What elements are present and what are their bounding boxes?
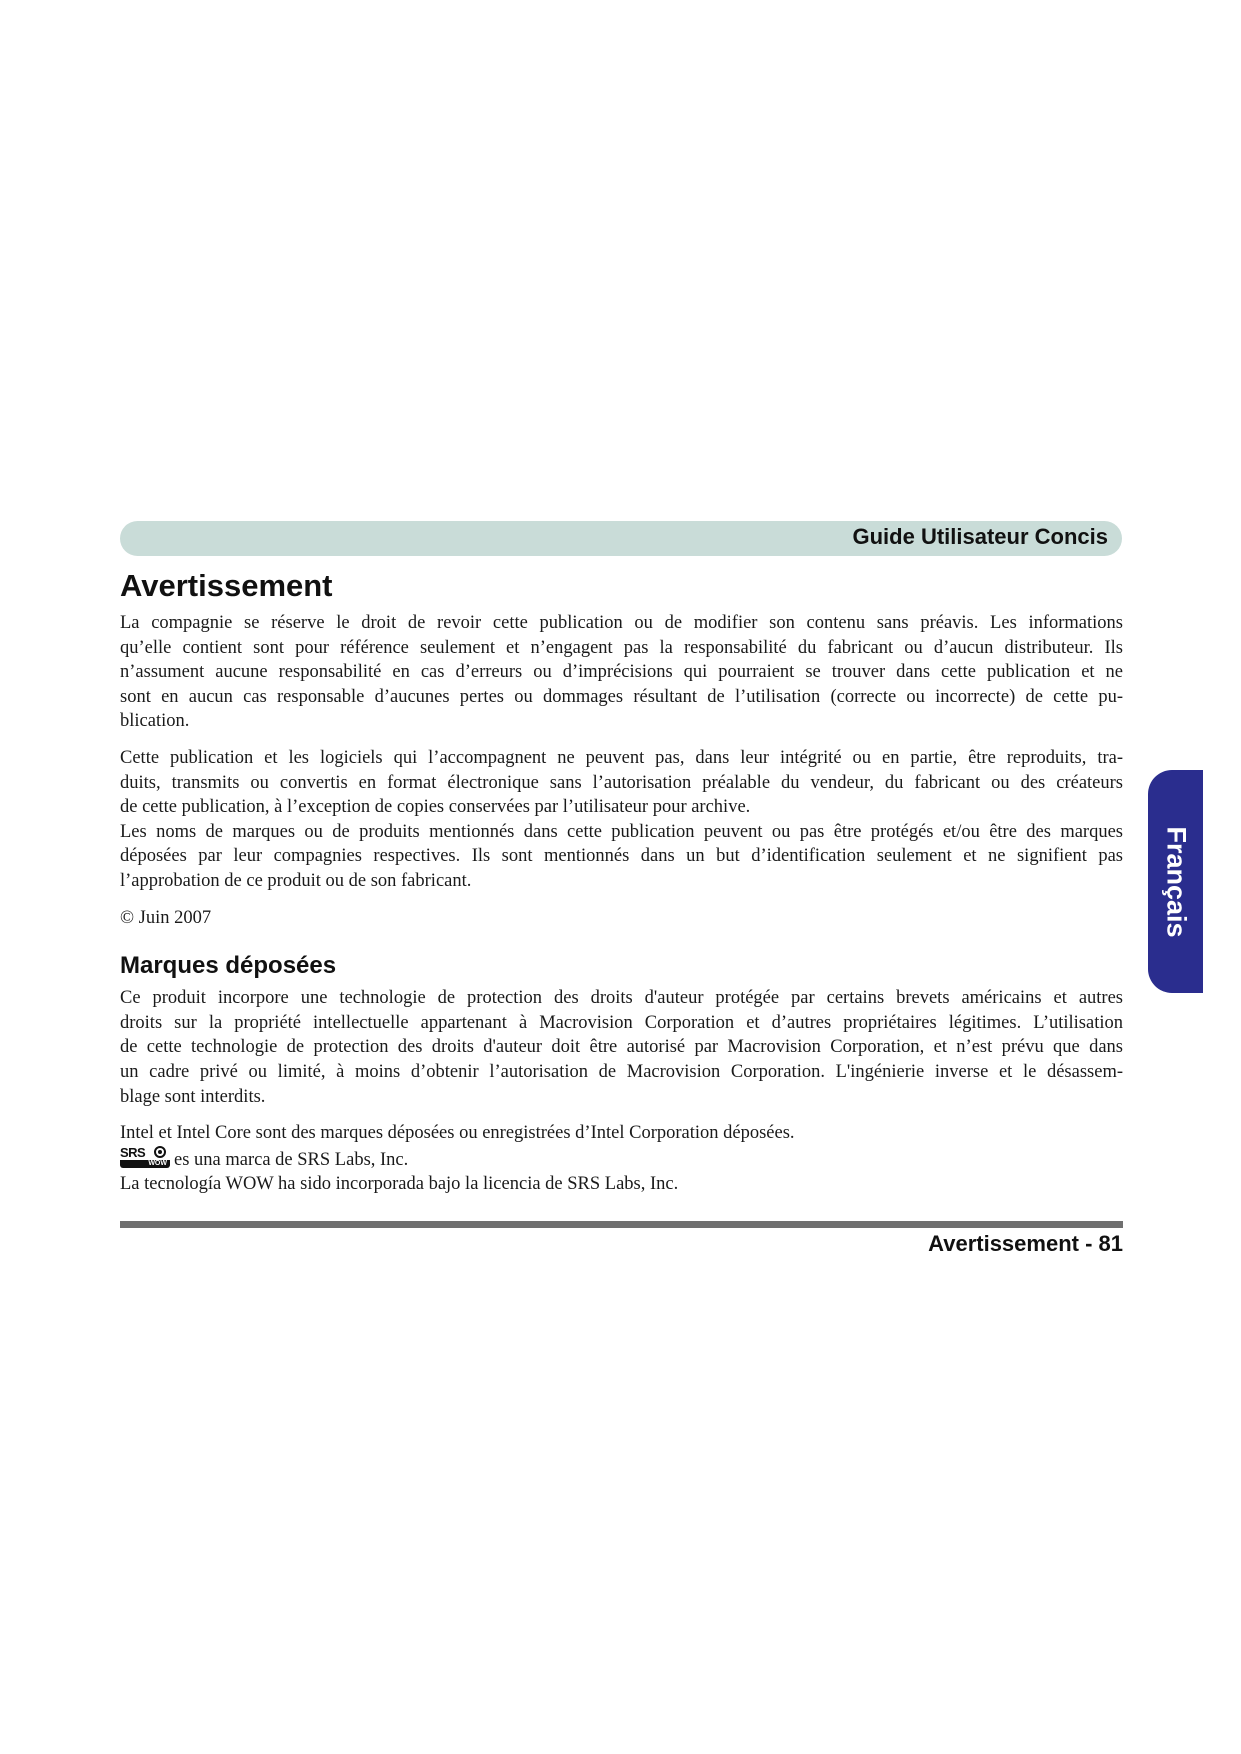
text-line: déposées par leur compagnies respectives. Ils sont mentionnés dans un but d’identification seulement et ne signifient pas xyxy=(120,846,1123,867)
notice-paragraph-1 xyxy=(120,611,1123,734)
srs-logo-text: SRS xyxy=(120,1144,146,1160)
text-line: de cette technologie de protection des droits d'auteur doit être autorisé par Macrovision Corporation, et n’est prévu que dans xyxy=(120,1037,1123,1058)
page-footer-label: Avertissement - 81 xyxy=(928,1231,1123,1256)
notice-paragraph-3 xyxy=(120,820,1123,894)
language-tab-label: Français xyxy=(1161,825,1191,938)
text-line: l’approbation de ce produit ou de son fabricant. xyxy=(120,870,472,891)
text-line: droits sur la propriété intellectuelle appartenant à Macrovision Corporation et d’autres propriétaires légitimes. L’utilisation xyxy=(120,1012,1123,1033)
wow-license-line: La tecnología WOW ha sido incorporada bajo la licencia de SRS Labs, Inc. xyxy=(120,1174,679,1195)
trademarks-paragraph-2 xyxy=(120,1121,1123,1197)
text-line: un cadre privé ou limité, à moins d’obtenir l’autorisation de Macrovision Corporation. L'ingénierie inverse et le désassem- xyxy=(120,1061,1123,1082)
text-line: sont en aucun cas responsable d’aucunes pertes ou dommages résultant de l’utilisation (correcte ou incorrecte) de cette pu- xyxy=(120,686,1123,707)
text-line: de cette publication, à l’exception de copies conservées par l’utilisateur pour archive. xyxy=(120,797,751,818)
text-line: duits, transmits ou convertis en format électronique sans l’autorisation préalable du vendeur, du fabricant ou des créateurs xyxy=(120,772,1123,793)
header-title: Guide Utilisateur Concis xyxy=(852,524,1108,549)
copyright-line: © Juin 2007 xyxy=(120,907,212,928)
footer-rule xyxy=(120,1221,1123,1228)
trademarks-title: Marques déposées xyxy=(120,952,337,980)
text-line: Les noms de marques ou de produits mentionnés dans cette publication peuvent ou pas être protégés et/ou être des marques xyxy=(120,821,1123,842)
text-line: Ce produit incorpore une technologie de protection des droits d'auteur protégée par certains brevets américains et autres xyxy=(120,988,1123,1009)
text-line: Cette publication et les logiciels qui l’accompagnent ne peuvent pas, dans leur intégrité ou en partie, être reproduits, tra- xyxy=(120,747,1123,768)
section-title: Avertissement xyxy=(120,568,333,603)
srs-logo-circle-icon xyxy=(154,1146,166,1158)
srs-trademark-text: es una marca de SRS Labs, Inc. xyxy=(174,1149,409,1170)
srs-logo-bar xyxy=(120,1160,170,1168)
text-line: n’assument aucune responsabilité en cas d’erreurs ou d’imprécisions qui pourraient se trouver dans cette publication et ne xyxy=(120,662,1123,683)
srs-logo-sub-text: WOW xyxy=(148,1159,167,1167)
srs-wow-logo xyxy=(120,1146,172,1168)
notice-paragraph-2 xyxy=(120,746,1123,820)
text-line: blage sont interdits. xyxy=(120,1086,266,1107)
trademarks-paragraph-1 xyxy=(120,986,1123,1109)
language-tab xyxy=(1148,770,1203,993)
text-line: La compagnie se réserve le droit de revoir cette publication ou de modifier son contenu sans préavis. Les informations xyxy=(120,613,1123,633)
srs-trademark-line xyxy=(120,1146,1123,1173)
intel-trademark-line: Intel et Intel Core sont des marques déposées ou enregistrées d’Intel Corporation déposées. xyxy=(120,1123,795,1144)
text-line: blication. xyxy=(120,711,190,732)
main-content xyxy=(120,567,1123,1197)
header-bar xyxy=(120,521,1122,556)
text-line: qu’elle contient sont pour référence seulement et n’engagent pas la responsabilité du fabricant ou d’aucun distributeur. Ils xyxy=(120,637,1123,658)
